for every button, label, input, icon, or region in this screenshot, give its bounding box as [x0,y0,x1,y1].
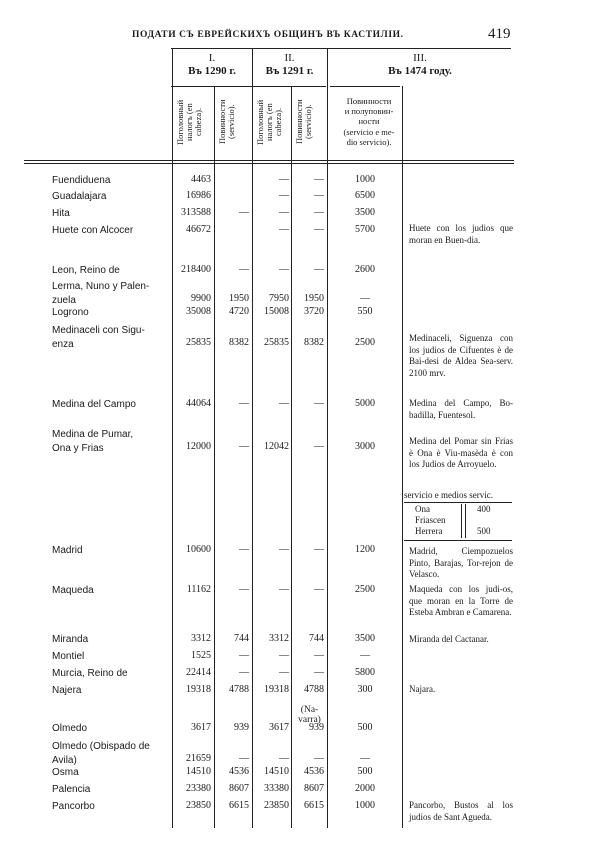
cell-v5: — [360,293,370,304]
cell-v4: — [314,398,324,409]
cell-v4: 8382 [304,337,324,348]
cell-v1: 218400 [181,264,211,275]
cell-v4: — [314,650,324,661]
cell-v2: 4788 [229,684,249,695]
cell-v3: — [279,667,289,678]
cell-v5: 300 [357,684,373,695]
cell-v5: 500 [357,722,373,733]
running-title: ПОДАТИ СЪ ЕВРЕЙСКИХЪ ОБЩИНЪ ВЪ КАСТИЛІИ. [132,30,404,40]
row-name-line: Osma [52,767,79,778]
row-name [52,684,170,698]
cell-v3: 3312 [269,633,289,644]
row-name-line: Madrid [52,545,83,556]
group3-head [330,52,510,77]
note-pancorbo: Pancorbo, Bustos al los judios de Sant Agueda. [409,800,513,822]
row-name [52,224,170,238]
cell-v1: 21659 [186,753,211,764]
row-name [52,398,170,412]
row-name [52,740,170,767]
cell-v2: 4720 [229,306,249,317]
cell-v1: 19318 [186,684,211,695]
c3-head-line: Повинности [346,96,392,106]
row-name [52,766,170,780]
c1b-head: Повинности (servicio). [217,99,236,145]
cell-v2: 4536 [229,766,249,777]
row-name-line: enza [52,338,74,350]
row-name [52,544,170,558]
row-name-line: Logrono [52,307,89,318]
cell-v5: 3500 [355,633,375,644]
cell-v3: 15008 [264,306,289,317]
note-madrid: Madrid, Ciempozuelos Pinto, Barajas, Tor-rejon de Velasco. [409,546,513,580]
group1-label: Въ 1290 г. [188,64,236,77]
row-name [52,800,170,814]
group1-numeral: I. [208,52,216,64]
cell-v5: 5700 [355,224,375,235]
cell-v2: 939 [234,722,249,733]
row-name-line: Medina del Campo [52,399,136,410]
cell-v1: 3312 [191,633,211,644]
cell-v3: — [279,753,289,764]
cell-v3: 14510 [264,766,289,777]
cell-v2: — [239,264,249,275]
cell-v5: 5000 [355,398,375,409]
cell-v5: 6500 [355,190,375,201]
cell-v5: 5800 [355,667,375,678]
row-name-line: Fuendiduena [52,175,111,186]
row-name [52,428,170,455]
cell-v3: 23850 [264,800,289,811]
row-name-line: Miranda [52,634,89,645]
note-servicio: servicio e medios servic. [404,490,493,500]
servicio-rule [404,502,512,503]
cell-v5: 2600 [355,264,375,275]
group2-label: Въ 1291 г. [265,64,314,77]
cell-v4: — [314,190,324,201]
row-name-line: Najera [52,685,82,696]
cell-v4: — [314,584,324,595]
cell-v1: 4463 [191,174,211,185]
navarra-line: (Na- [300,705,319,715]
c2b-head: Повинности (servicio). [294,99,313,145]
navarra-note [292,705,327,726]
cell-v3: — [279,174,289,185]
cell-v4: 6615 [304,800,324,811]
subtable [409,504,509,538]
vline-4 [327,48,328,828]
cell-v5: 3500 [355,207,375,218]
note-miranda: Miranda del Cactanar. [409,634,489,644]
cell-v4: 1950 [304,293,324,304]
subtable-label: Herrera [415,526,443,536]
row-name-line: Maqueda [52,585,94,596]
header-bottom-rule-2 [24,163,514,164]
navarra-line: varra) [298,715,321,726]
subtable-divider [461,504,462,538]
row-name-line: Montiel [52,651,85,662]
row-name-line: Hita [52,208,70,219]
cell-v1: 44064 [186,398,211,409]
note-huete: Huete con los judios que moran en Buen-dia. [409,223,513,245]
subtable-label: Ona [415,504,430,514]
cell-v3: — [279,650,289,661]
cell-v4: — [314,174,324,185]
row-name-line: Pancorbo [52,801,95,812]
cell-v3: 3617 [269,722,289,733]
note-najera: Najara. [409,684,436,694]
row-name [52,667,170,681]
group3-numeral: III. [413,52,427,64]
cell-v2: 8382 [229,337,249,348]
row-name [52,324,170,351]
cell-v3: — [279,190,289,201]
cell-v2: 8607 [229,783,249,794]
cell-v3: 19318 [264,684,289,695]
cell-v2: — [239,207,249,218]
cell-v3: — [279,584,289,595]
row-name [52,190,170,204]
cell-v2: — [239,584,249,595]
row-name-line: Avila) [52,754,77,766]
cell-v2: — [239,441,249,452]
row-name [52,174,170,188]
row-name [52,280,170,307]
subtable-value: 500 [477,526,491,536]
vline-5 [402,86,403,828]
cell-v4: — [314,264,324,275]
row-name [52,783,170,797]
c3-head-line: dio servicio). [346,136,392,147]
cell-v3: — [279,544,289,555]
cell-v2: — [239,650,249,661]
row-name-line: Murcia, Reino de [52,668,128,679]
page-number: 419 [488,26,511,42]
cell-v4: 4536 [304,766,324,777]
row-name [52,584,170,598]
cell-v3: — [279,224,289,235]
cell-v4: — [314,224,324,235]
cell-v5: 2000 [355,783,375,794]
row-name [52,650,170,664]
cell-v1: 46672 [186,224,211,235]
row-name-line: Leon, Reino de [52,265,120,276]
cell-v1: 22414 [186,667,211,678]
row-name [52,722,170,736]
subhead-rule-1 [171,86,326,87]
cell-v5: 2500 [355,584,375,595]
cell-v1: 25835 [186,337,211,348]
cell-v1: 9900 [191,293,211,304]
row-name-line: Guadalajara [52,191,107,202]
note-medinaceli: Medinaceli, Siguenza con los judios de Cifuentes è de Bai-desi de Aldea Sea-serv. 2100 mrv. [409,333,513,379]
row-name [52,264,170,278]
c2a-head: Поголовный налогъ (en cabeza). [255,99,283,145]
note-medina-campo: Medina del Campo, Bo-badilla, Fuentesol. [409,398,513,420]
cell-v1: 12000 [186,441,211,452]
cell-v3: 25835 [264,337,289,348]
note-maqueda: Maqueda con los judi-os, que moran en la Torre de Esteba Ambran e Camarena. [409,584,513,618]
cell-v1: 10600 [186,544,211,555]
cell-v2: — [239,398,249,409]
group2-head [252,52,327,77]
subtable-label: Friascen [415,515,446,525]
row-name [52,306,170,320]
cell-v2: 1950 [229,293,249,304]
row-name-line: Palencia [52,784,91,795]
top-rule [171,48,511,49]
subtable-rule [404,540,512,541]
group2-numeral: II. [284,52,295,64]
row-name [52,207,170,221]
cell-v4: — [314,753,324,764]
row-name-line: Olmedo [52,723,88,734]
c3-head [330,96,408,147]
cell-v4: 3720 [304,306,324,317]
cell-v2: 6615 [229,800,249,811]
row-name-line: Medinaceli con Sigu- [52,325,145,336]
cell-v2: — [239,667,249,678]
cell-v5: — [360,650,370,661]
cell-v4: 4788 [304,684,324,695]
cell-v4: — [314,667,324,678]
page-header [0,26,600,46]
vline-2 [252,48,253,828]
header-bottom-rule [24,160,514,161]
c1a-head: Поголовный налогъ (en cabeza). [175,99,203,145]
cell-v4: 744 [309,633,324,644]
vline-1 [214,86,215,828]
cell-v3: 12042 [264,441,289,452]
row-name-line: Ona y Frias [52,442,104,454]
cell-v3: — [279,398,289,409]
cell-v3: — [279,264,289,275]
cell-v5: 550 [357,306,373,317]
cell-v2: — [239,544,249,555]
cell-v1: 35008 [186,306,211,317]
c3-head-line: и полуповин- [344,106,394,117]
vline-0 [172,48,173,828]
cell-v4: 8607 [304,783,324,794]
cell-v1: 11162 [186,584,211,595]
cell-v4: — [314,207,324,218]
cell-v5: 2500 [355,337,375,348]
cell-v5: 3000 [355,441,375,452]
cell-v3: — [279,207,289,218]
cell-v4: — [314,441,324,452]
group1-head [172,52,252,77]
cell-v5: — [360,753,370,764]
cell-v5: 1000 [355,800,375,811]
cell-v1: 23850 [186,800,211,811]
cell-v2: 744 [234,633,249,644]
cell-v1: 16986 [186,190,211,201]
cell-v1: 313588 [181,207,211,218]
cell-v1: 1525 [191,650,211,661]
subhead-rule-3 [330,86,400,87]
cell-v5: 500 [357,766,373,777]
subtable-value: 400 [477,504,491,514]
cell-v2: — [239,753,249,764]
cell-v1: 23380 [186,783,211,794]
cell-v5: 1000 [355,174,375,185]
cell-v4: — [314,544,324,555]
note-medina-pumar: Medina del Pomar sin Frias è Ona è Viu-masèda è con los Judios de Arroyuelo. [409,436,513,470]
row-name-line: zuela [52,294,76,306]
c3-head-line: (servicio e me- [343,126,395,137]
row-name-line: Olmedo (Obispado de [52,741,150,752]
row-name-line: Huete con Alcocer [52,225,134,236]
subtable-divider [465,504,466,538]
cell-v5: 1200 [355,544,375,555]
cell-v4: 939 [309,722,324,733]
group3-label: Въ 1474 году. [388,64,452,77]
cell-v1: 3617 [191,722,211,733]
cell-v3: 7950 [269,293,289,304]
row-name-line: Lerma, Nuno y Palen- [52,281,150,292]
row-name-line: Medina de Pumar, [52,429,134,440]
row-name [52,633,170,647]
cell-v1: 14510 [186,766,211,777]
cell-v3: 33380 [264,783,289,794]
c3-head-line: ности [358,116,380,127]
